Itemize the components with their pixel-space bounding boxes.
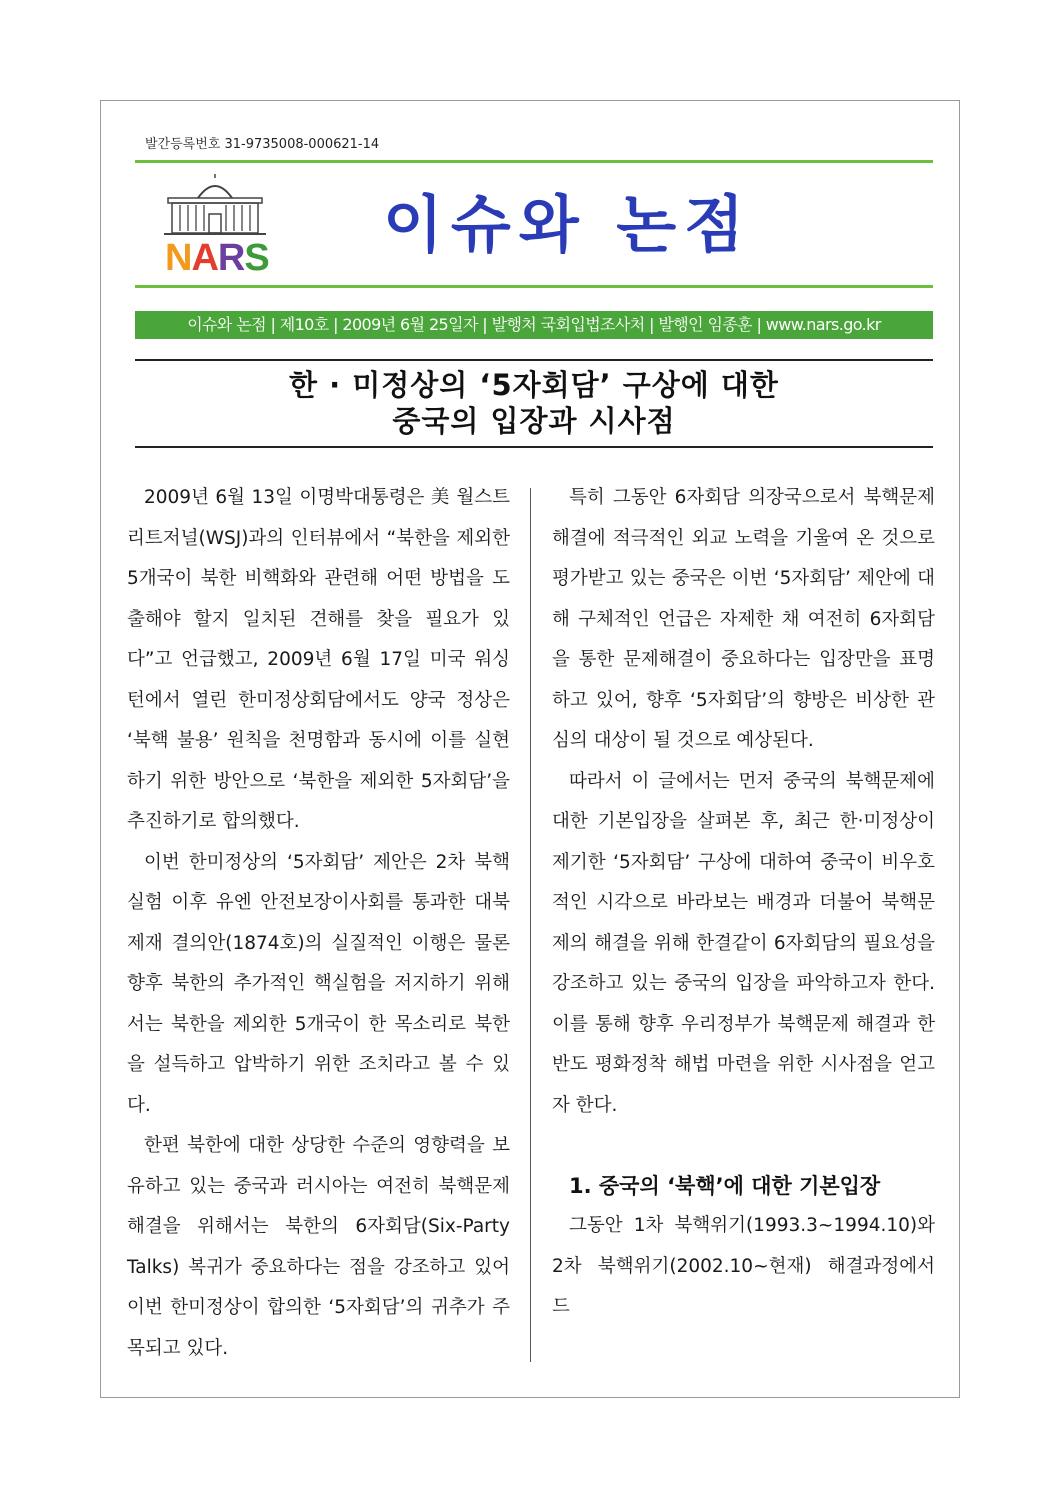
top-green-rule [135,160,933,163]
registration-number: 발간등록번호 31-9735008-000621-14 [145,137,380,152]
headline-bottom-rule [135,446,933,448]
section-heading: 1. 중국의 ‘북핵’에 대한 기본입장 [569,1174,881,1198]
paragraph: 특히 그동안 6자회담 의장국으로서 북핵문제 해결에 적극적인 외교 노력을 기울여 온 것으로 평가받고 있는 중국은 이번 ‘5자회담’ 제안에 대해 구체적인 언급은 자제한 채 여전히 6자회담을 통한 문제해결이 중요하다는 입장만을 표명하고 있어, 향후 ‘5자회담’의 향방은 비상한 관심의 대상이 될 것으로 예상된다. [552,487,935,751]
nars-logo-text: NARS [165,237,269,279]
mid-green-rule [135,285,933,288]
left-column [127,478,510,1369]
paragraph: 이번 한미정상의 ‘5자회담’ 제안은 2차 북핵실험 이후 유엔 안전보장이사회를 통과한 대북제재 결의안(1874호)의 실질적인 이행은 물론 향후 북한의 추가적인 핵실험을 저지하기 위해서는 북한을 제외한 5개국이 한 목소리로 북한을 설득하고 압박하기 위한 조치라고 볼 수 있다. [127,851,510,1116]
column-divider [530,488,531,1362]
right-column [552,478,935,1328]
paragraph: 한편 북한에 대한 상당한 수준의 영향력을 보유하고 있는 중국과 러시아는 여전히 북핵문제 해결을 위해서는 북한의 6자회담(Six-Party Talks) 복귀가 중요하다는 점을 강조하고 있어 이번 한미정상이 합의한 ‘5자회담’의 귀추가 주목되고 있다. [127,1135,510,1359]
publication-title: 이슈와 논점 [383,188,753,261]
paragraph: 그동안 1차 북핵위기(1993.3~1994.10)와 2차 북핵위기(2002.10~현재) 해결과정에서 드 [552,1215,935,1317]
publication-info-bar: 이슈와 논점 | 제10호 | 2009년 6월 25일자 | 발행처 국회입법조사처 | 발행인 임종훈 | www.nars.go.kr [135,311,933,339]
headline-line-2: 중국의 입장과 시사점 [392,404,676,438]
headline-top-rule [135,359,933,361]
headline-line-1: 한 · 미정상의 ‘5자회담’ 구상에 대한 [289,368,779,402]
paragraph: 2009년 6월 13일 이명박대통령은 美 월스트리트저널(WSJ)과의 인터뷰에서 “북한을 제외한 5개국이 북한 비핵화와 관련해 어떤 방법을 도출해야 할지 일치된 견해를 찾을 필요가 있다”고 언급했고, 2009년 6월 17일 미국 워싱턴에서 열린 한미정상회담에서도 양국 정상은 ‘북핵 불용’ 원칙을 천명함과 동시에 이를 실현하기 위한 방안으로 ‘북한을 제외한 5자회담’을 추진하기로 합의했다. [127,487,510,832]
paragraph: 따라서 이 글에서는 먼저 중국의 북핵문제에 대한 기본입장을 살펴본 후, 최근 한·미정상이 제기한 ‘5자회담’ 구상에 대하여 중국이 비우호적인 시각으로 바라보는 배경과 더불어 북핵문제의 해결을 위해 한결같이 6자회담의 필요성을 강조하고 있는 중국의 입장을 파악하고자 한다. 이를 통해 향후 우리정부가 북핵문제 해결과 한반도 평화정착 해법 마련을 위한 시사점을 얻고자 한다. [552,770,935,1116]
